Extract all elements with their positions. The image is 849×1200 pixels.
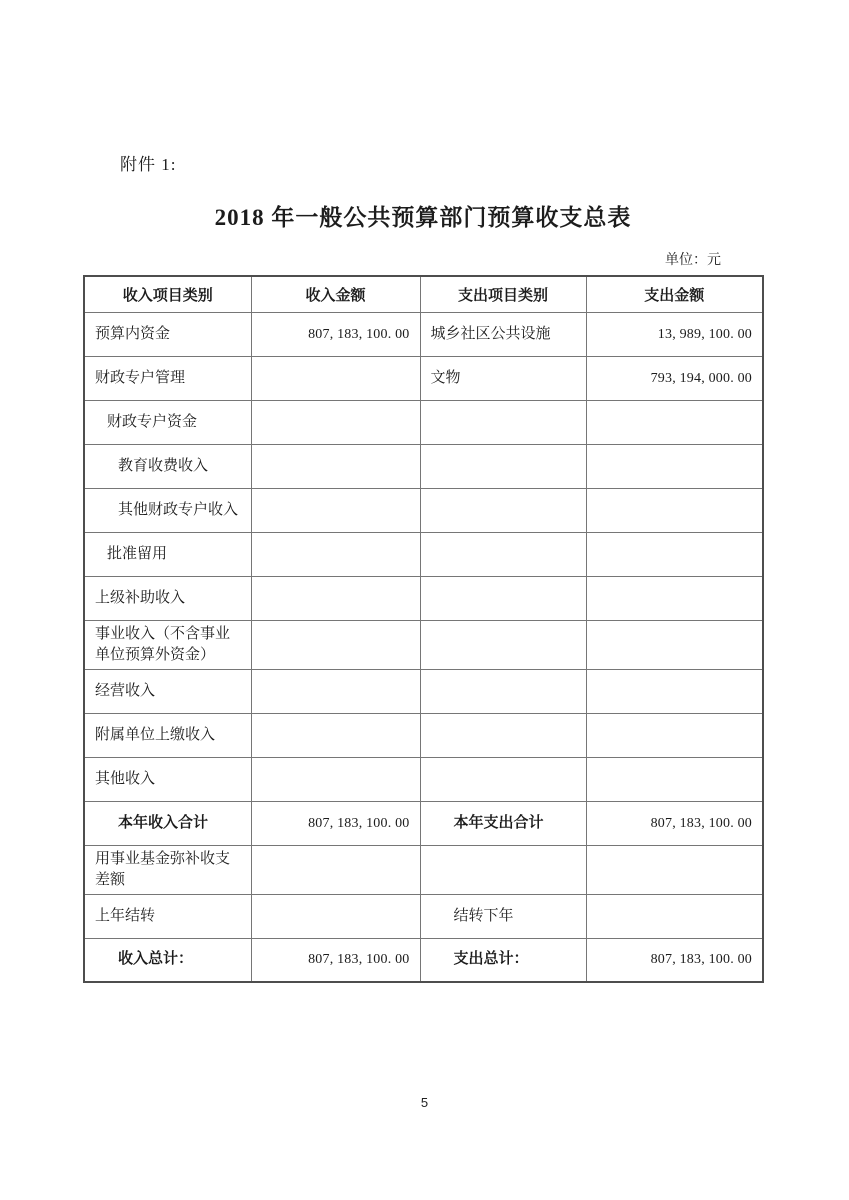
- budget-table: [83, 275, 764, 983]
- category-cell: 结转下年: [420, 894, 586, 938]
- table-row: [84, 356, 763, 400]
- amount-cell: [586, 713, 763, 757]
- amount-cell: 807, 183, 100. 00: [251, 938, 420, 982]
- table-row: [84, 312, 763, 356]
- header-income-category: 收入项目类别: [84, 276, 251, 312]
- amount-cell: [586, 576, 763, 620]
- amount-cell: [251, 713, 420, 757]
- amount-cell: [251, 532, 420, 576]
- category-cell: [420, 444, 586, 488]
- table-row: [84, 801, 763, 845]
- category-cell: [420, 845, 586, 894]
- amount-cell: [586, 894, 763, 938]
- category-cell: 其他财政专户收入: [84, 488, 251, 532]
- category-cell: [420, 620, 586, 669]
- category-cell: 用事业基金弥补收支差额: [84, 845, 251, 894]
- page-number: 5: [420, 1095, 429, 1110]
- table-row: [84, 938, 763, 982]
- amount-cell: [586, 845, 763, 894]
- category-cell: 上级补助收入: [84, 576, 251, 620]
- table-row: [84, 576, 763, 620]
- category-cell: 支出总计：: [420, 938, 586, 982]
- category-cell: 附属单位上缴收入: [84, 713, 251, 757]
- category-cell: [420, 757, 586, 801]
- amount-cell: [586, 532, 763, 576]
- amount-cell: 807, 183, 100. 00: [251, 801, 420, 845]
- amount-cell: 807, 183, 100. 00: [586, 938, 763, 982]
- amount-cell: [586, 444, 763, 488]
- category-cell: 本年支出合计: [420, 801, 586, 845]
- category-cell: 批准留用: [84, 532, 251, 576]
- header-income-amount: 收入金额: [251, 276, 420, 312]
- amount-cell: 807, 183, 100. 00: [586, 801, 763, 845]
- page-title: 2018 年一般公共预算部门预算收支总表: [214, 205, 632, 230]
- category-cell: [420, 532, 586, 576]
- amount-cell: [251, 620, 420, 669]
- amount-cell: 793, 194, 000. 00: [586, 356, 763, 400]
- amount-cell: [586, 620, 763, 669]
- amount-cell: [251, 894, 420, 938]
- amount-cell: [586, 669, 763, 713]
- amount-cell: [251, 400, 420, 444]
- amount-cell: [251, 669, 420, 713]
- amount-cell: 13, 989, 100. 00: [586, 312, 763, 356]
- amount-cell: [251, 576, 420, 620]
- amount-cell: [251, 757, 420, 801]
- table-row: [84, 669, 763, 713]
- category-cell: [420, 400, 586, 444]
- table-row: [84, 757, 763, 801]
- table-row: [84, 488, 763, 532]
- category-cell: 其他收入: [84, 757, 251, 801]
- category-cell: 事业收入（不含事业单位预算外资金）: [84, 620, 251, 669]
- amount-cell: [586, 400, 763, 444]
- header-expense-amount: 支出金额: [586, 276, 763, 312]
- table-body: [84, 312, 763, 982]
- attachment-label: 附件 1:: [120, 155, 177, 174]
- amount-cell: [251, 356, 420, 400]
- table-head: [84, 276, 763, 312]
- category-cell: 经营收入: [84, 669, 251, 713]
- amount-cell: 807, 183, 100. 00: [251, 312, 420, 356]
- category-cell: [420, 576, 586, 620]
- amount-cell: [251, 488, 420, 532]
- category-cell: [420, 488, 586, 532]
- table-row: [84, 444, 763, 488]
- amount-cell: [251, 845, 420, 894]
- table-row: [84, 400, 763, 444]
- table-row: [84, 894, 763, 938]
- table-row: [84, 620, 763, 669]
- category-cell: 预算内资金: [84, 312, 251, 356]
- table-row: [84, 532, 763, 576]
- category-cell: [420, 713, 586, 757]
- category-cell: 收入总计：: [84, 938, 251, 982]
- category-cell: 文物: [420, 356, 586, 400]
- category-cell: 本年收入合计: [84, 801, 251, 845]
- amount-cell: [251, 444, 420, 488]
- amount-cell: [586, 488, 763, 532]
- category-cell: 城乡社区公共设施: [420, 312, 586, 356]
- category-cell: [420, 669, 586, 713]
- table-row: [84, 713, 763, 757]
- unit-label: 单位：元: [665, 253, 721, 268]
- category-cell: 财政专户资金: [84, 400, 251, 444]
- category-cell: 上年结转: [84, 894, 251, 938]
- category-cell: 教育收费收入: [84, 444, 251, 488]
- table-header-row: [84, 276, 763, 312]
- category-cell: 财政专户管理: [84, 356, 251, 400]
- amount-cell: [586, 757, 763, 801]
- table-row: [84, 845, 763, 894]
- header-expense-category: 支出项目类别: [420, 276, 586, 312]
